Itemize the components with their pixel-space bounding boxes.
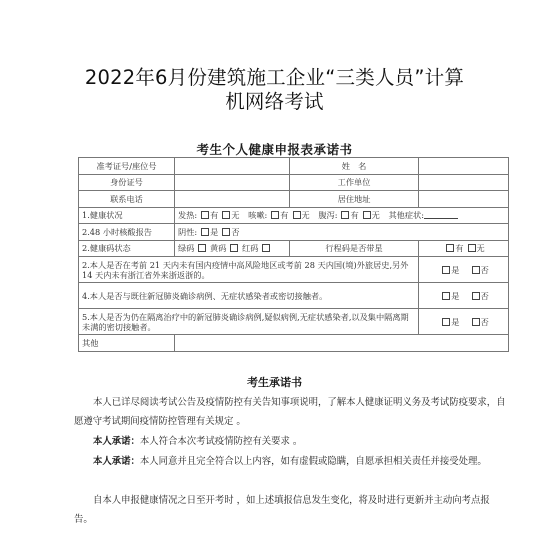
symptom-label: 腹泻:	[318, 210, 338, 221]
checkbox-cough-no[interactable]	[293, 211, 301, 219]
option-label: 是	[210, 226, 219, 237]
option-label: 有	[350, 210, 359, 221]
checkbox-q3-no[interactable]	[472, 318, 480, 326]
pledge-title: 考生承诺书	[247, 376, 302, 389]
checkbox-q3-yes[interactable]	[442, 318, 450, 326]
id-number-field[interactable]	[175, 174, 290, 191]
pledge-paragraph-3	[74, 452, 506, 471]
option-label: 是	[451, 290, 460, 301]
cough-option	[248, 210, 312, 220]
question-options	[419, 309, 509, 335]
question-contact: 4.本人是否与既往新冠肺炎确诊病例、无症状感染者或密切接触者。	[79, 283, 419, 309]
form-title: 考生个人健康申报表承诺书	[196, 142, 353, 157]
pledge-paragraph-1	[74, 393, 506, 431]
id-number-label: 身份证号	[79, 174, 175, 191]
checkbox-fever-yes[interactable]	[201, 211, 209, 219]
name-label: 姓 名	[290, 158, 419, 175]
checkbox-diarrhea-no[interactable]	[363, 211, 371, 219]
pledge-paragraph-4	[74, 491, 506, 529]
question-options	[419, 283, 509, 309]
question-travel-history: 2.本人是否在考前 21 天内未有国内疫情中高风险地区或考前 28 天内国(境)外旅居史,另外 14 天内未有浙江省外来浙返浙的。	[79, 257, 419, 283]
health-declaration-table	[78, 157, 509, 352]
question-options	[419, 257, 509, 283]
nucleic-report-label: 2.48 小时核酸报告	[79, 224, 175, 241]
table-row	[79, 158, 509, 175]
pledge-text: 本人符合本次考试疫情防控有关要求 。	[139, 436, 303, 447]
table-row	[79, 257, 509, 283]
admit-number-field[interactable]	[175, 158, 290, 175]
work-unit-field[interactable]	[419, 174, 509, 191]
checkbox-trip-yes[interactable]	[446, 244, 454, 252]
trip-code-options	[419, 240, 509, 257]
nucleic-report-options	[175, 224, 509, 241]
checkbox-green-code[interactable]	[198, 244, 206, 252]
checkbox-q2-yes[interactable]	[442, 292, 450, 300]
health-code-options	[175, 240, 290, 257]
option-label: 否	[480, 264, 489, 275]
green-code-label: 绿码	[178, 243, 195, 254]
option-label: 是	[451, 264, 460, 275]
checkbox-q1-no[interactable]	[472, 266, 480, 274]
table-row	[79, 174, 509, 191]
table-row	[79, 240, 509, 257]
diarrhea-option	[318, 210, 382, 220]
option-label: 是	[451, 316, 460, 327]
symptom-label: 发热:	[178, 210, 198, 221]
table-row	[79, 283, 509, 309]
address-label: 居住地址	[290, 191, 419, 208]
phone-label: 联系电话	[79, 191, 175, 208]
negative-label: 阴性:	[178, 226, 198, 237]
option-label: 无	[231, 210, 240, 221]
option-label: 有	[455, 243, 464, 254]
health-code-label: 2.健康码状态	[79, 240, 175, 257]
option-label: 无	[371, 210, 380, 221]
question-quarantine: 5.本人是否为仍在隔离治疗中的新冠肺炎确诊病例,疑似病例,无症状感染者,以及集中隔离期未满的密切接触者。	[79, 309, 419, 335]
table-row	[79, 191, 509, 208]
table-row	[79, 335, 509, 352]
checkbox-negative-no[interactable]	[222, 228, 230, 236]
address-field[interactable]	[419, 191, 509, 208]
page-title-line-1: 2022年6月份建筑施工企业“三类人员”计算	[84, 66, 465, 89]
fever-option	[178, 210, 242, 220]
pledge-label: 本人承诺：	[93, 456, 140, 467]
pledge-text: 本人同意并且完全符合以上内容，如有虚假或隐瞒，自愿承担相关责任并接受处理。	[139, 456, 487, 467]
pledge-text: 本人已详尽阅读考试公告及疫情防控有关告知事项说明，了解本人健康证明义务及考试防疫要求，自愿遵守考试期间疫情防控管理有关规定 。	[74, 397, 506, 427]
pledge-text: 自本人申报健康情况之日至开考时 ，如上述填报信息发生变化，将及时进行更新并主动向考点报告。	[74, 495, 490, 525]
trip-code-label: 行程码是否带星	[290, 240, 419, 257]
work-unit-label: 工作单位	[290, 174, 419, 191]
option-label: 无	[476, 243, 485, 254]
page-title-line-2: 机网络考试	[225, 90, 324, 113]
option-label: 否	[231, 226, 240, 237]
health-status-label: 1.健康状况	[79, 207, 175, 224]
pledge-paragraph-2	[74, 432, 506, 451]
other-label: 其他	[79, 335, 175, 352]
option-label: 有	[210, 210, 219, 221]
red-code-label: 红码	[242, 243, 259, 254]
yellow-code-label: 黄码	[210, 243, 227, 254]
checkbox-diarrhea-yes[interactable]	[341, 211, 349, 219]
health-status-options	[175, 207, 509, 224]
option-label: 否	[480, 316, 489, 327]
symptom-label: 咳嗽:	[248, 210, 268, 221]
other-symptom-field[interactable]	[424, 211, 458, 219]
pledge-label: 本人承诺：	[93, 436, 140, 447]
phone-field[interactable]	[175, 191, 290, 208]
checkbox-trip-no[interactable]	[468, 244, 476, 252]
checkbox-q1-yes[interactable]	[442, 266, 450, 274]
option-label: 有	[280, 210, 289, 221]
option-label: 无	[301, 210, 310, 221]
checkbox-negative-yes[interactable]	[201, 228, 209, 236]
other-field[interactable]	[175, 335, 509, 352]
page-title	[20, 66, 529, 114]
option-label: 否	[480, 290, 489, 301]
admit-number-label: 准考证号/座位号	[79, 158, 175, 175]
table-row	[79, 207, 509, 224]
table-row	[79, 309, 509, 335]
other-symptom-label: 其他症状:	[388, 210, 424, 221]
checkbox-fever-no[interactable]	[222, 211, 230, 219]
checkbox-q2-no[interactable]	[472, 292, 480, 300]
name-field[interactable]	[419, 158, 509, 175]
table-row	[79, 224, 509, 241]
checkbox-cough-yes[interactable]	[271, 211, 279, 219]
checkbox-red-code[interactable]	[262, 244, 270, 252]
checkbox-yellow-code[interactable]	[230, 244, 238, 252]
